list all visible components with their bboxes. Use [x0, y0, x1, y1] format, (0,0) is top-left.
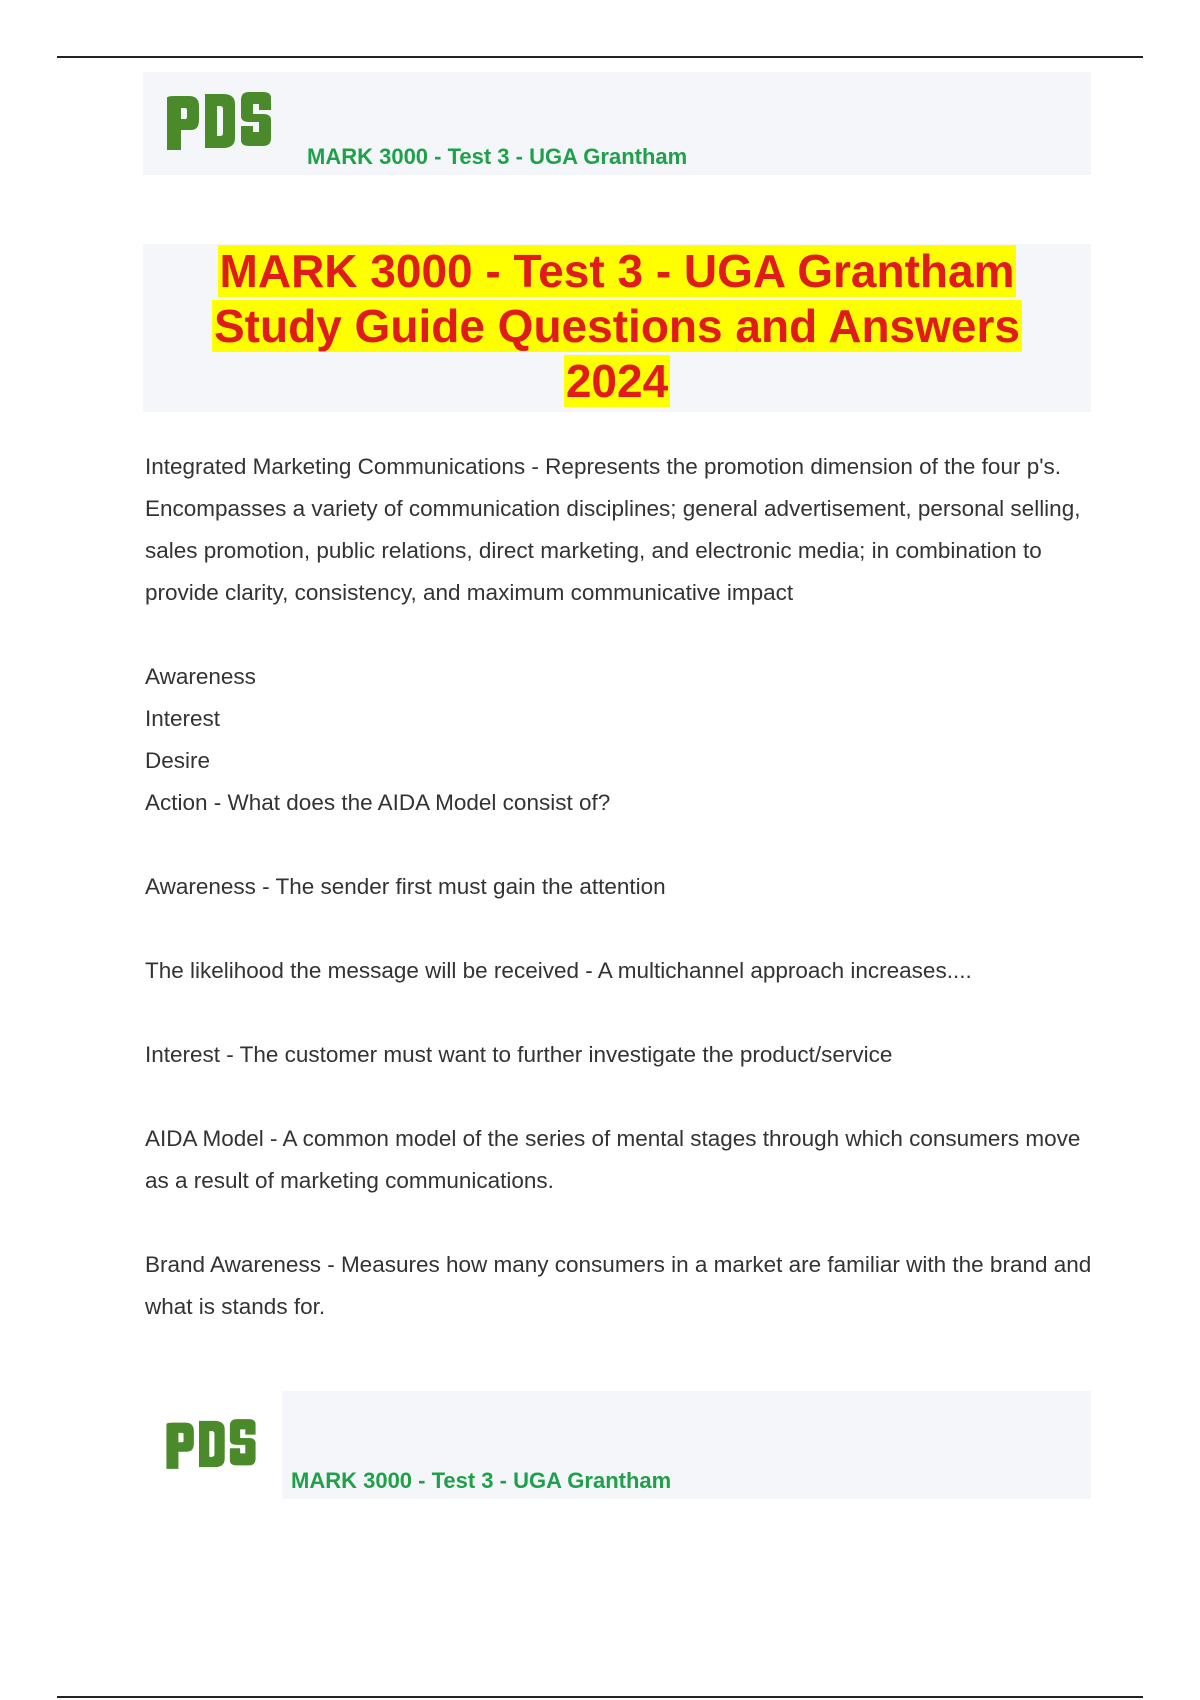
footer-title: MARK 3000 - Test 3 - UGA Grantham: [291, 1468, 672, 1493]
list-item: Action - What does the AIDA Model consist of?: [145, 790, 611, 815]
paragraph-aida-model: AIDA Model - A common model of the series of mental stages through which consumers move as a result of marketing communications.: [145, 1126, 1081, 1193]
document-title-block: [143, 244, 1091, 412]
page-header: [143, 72, 1091, 175]
paragraph-imc: Integrated Marketing Communications - Represents the promotion dimension of the four p's.: [145, 454, 1062, 479]
paragraph-multichannel: The likelihood the message will be received - A multichannel approach increases....: [145, 958, 972, 983]
bottom-rule: [57, 1696, 1143, 1698]
document-title: [143, 244, 1091, 409]
paragraph-awareness: Awareness - The sender first must gain the attention: [145, 874, 666, 899]
pds-logo-icon: [163, 1409, 259, 1479]
header-title: MARK 3000 - Test 3 - UGA Grantham: [307, 144, 688, 169]
logo-container: [143, 1391, 282, 1499]
logo-container: [143, 72, 282, 175]
list-item: Desire: [145, 748, 211, 773]
page-footer: [143, 1391, 1091, 1499]
document-title-line-1: MARK 3000 - Test 3 - UGA Grantham: [219, 245, 1015, 297]
document-title-line-2: Study Guide Questions and Answers: [214, 300, 1020, 352]
document-body: [145, 446, 1095, 1328]
top-rule: [57, 56, 1143, 58]
list-item: Awareness: [145, 664, 256, 689]
document-title-line-3: 2024: [565, 355, 669, 407]
paragraph-imc-detail: Encompasses a variety of communication disciplines; general advertisement, personal selling, sales promotion, public relations, direct marketing, and electronic media; in combination to provide clarity, consistency, and maximum communicative impact: [145, 496, 1081, 605]
paragraph-brand-awareness: Brand Awareness - Measures how many consumers in a market are familiar with the brand and what is stands for.: [145, 1252, 1092, 1319]
paragraph-interest: Interest - The customer must want to further investigate the product/service: [145, 1042, 893, 1067]
pds-logo-icon: [163, 88, 275, 154]
list-item: Interest: [145, 706, 221, 731]
